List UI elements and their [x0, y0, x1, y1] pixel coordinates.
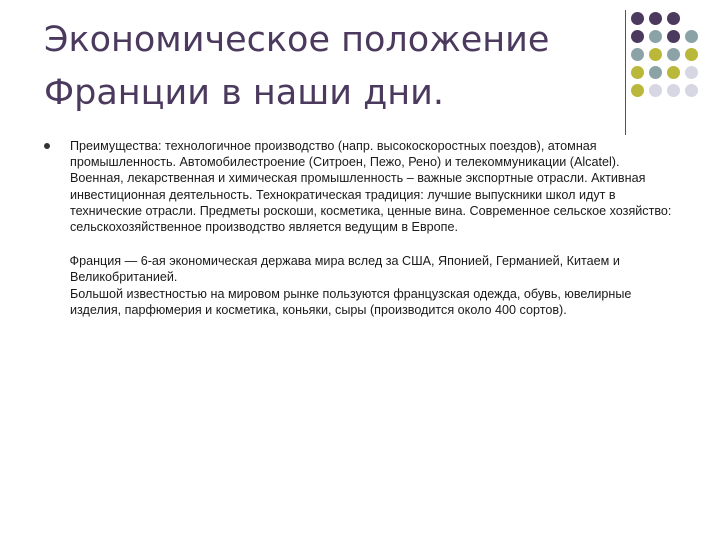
decorative-dot-grid: [627, 10, 719, 110]
paragraph-ranking: Франция — 6-ая экономическая держава мира вслед за США, Японией, Германией, Китаем и Великобританией.: [66, 254, 624, 285]
decorative-dot: [685, 30, 698, 43]
paragraph-ranking-block: [44, 253, 674, 318]
paragraph-exports: Большой известностью на мировом рынке пользуются французская одежда, обувь, ювелирные изделия, парфюмерия и косметика, коньяки, сыры (производится около 400 сортов).: [70, 286, 632, 317]
decorative-dot: [631, 66, 644, 79]
decorative-dot: [631, 30, 644, 43]
decorative-dot: [685, 48, 698, 61]
decorative-dot: [667, 84, 680, 97]
decorative-dot: [685, 84, 698, 97]
decorative-dot: [631, 84, 644, 97]
decorative-dot: [667, 66, 680, 79]
slide-title: [44, 14, 604, 120]
decorative-dot: [631, 12, 644, 25]
bullet-icon: [44, 143, 50, 149]
title-line-1: Экономическое положение: [44, 20, 550, 60]
decorative-dot: [631, 48, 644, 61]
decorative-dot: [649, 84, 662, 97]
decorative-dot: [649, 30, 662, 43]
decorative-dot: [649, 66, 662, 79]
vertical-divider: [625, 10, 626, 135]
decorative-dot: [685, 66, 698, 79]
bullet-item: [44, 138, 674, 235]
title-line-2: Франции в наши дни.: [44, 73, 445, 113]
decorative-dot: [649, 48, 662, 61]
decorative-dot: [667, 48, 680, 61]
decorative-dot: [649, 12, 662, 25]
decorative-dot: [667, 30, 680, 43]
decorative-dot: [667, 12, 680, 25]
slide-content: [44, 138, 674, 318]
paragraph-advantages: Преимущества: технологичное производство (напр. высокоскоростных поездов), атомная промышленность. Автомобилестроение (Ситроен, Пежо, Рено) и телекоммуникации (Alcatel). Военная, лекарственная и химическая промышленность – важные экспортные отрасли. Активная инвестиционная деятельность. Технократическая традиция: лучшие выпускники школ идут в технические отрасли. Предметы роскоши, косметика, ценные вина. Современное сельское хозяйство: сельскохозяйственное производство является ведущим в Европе.: [70, 139, 672, 235]
